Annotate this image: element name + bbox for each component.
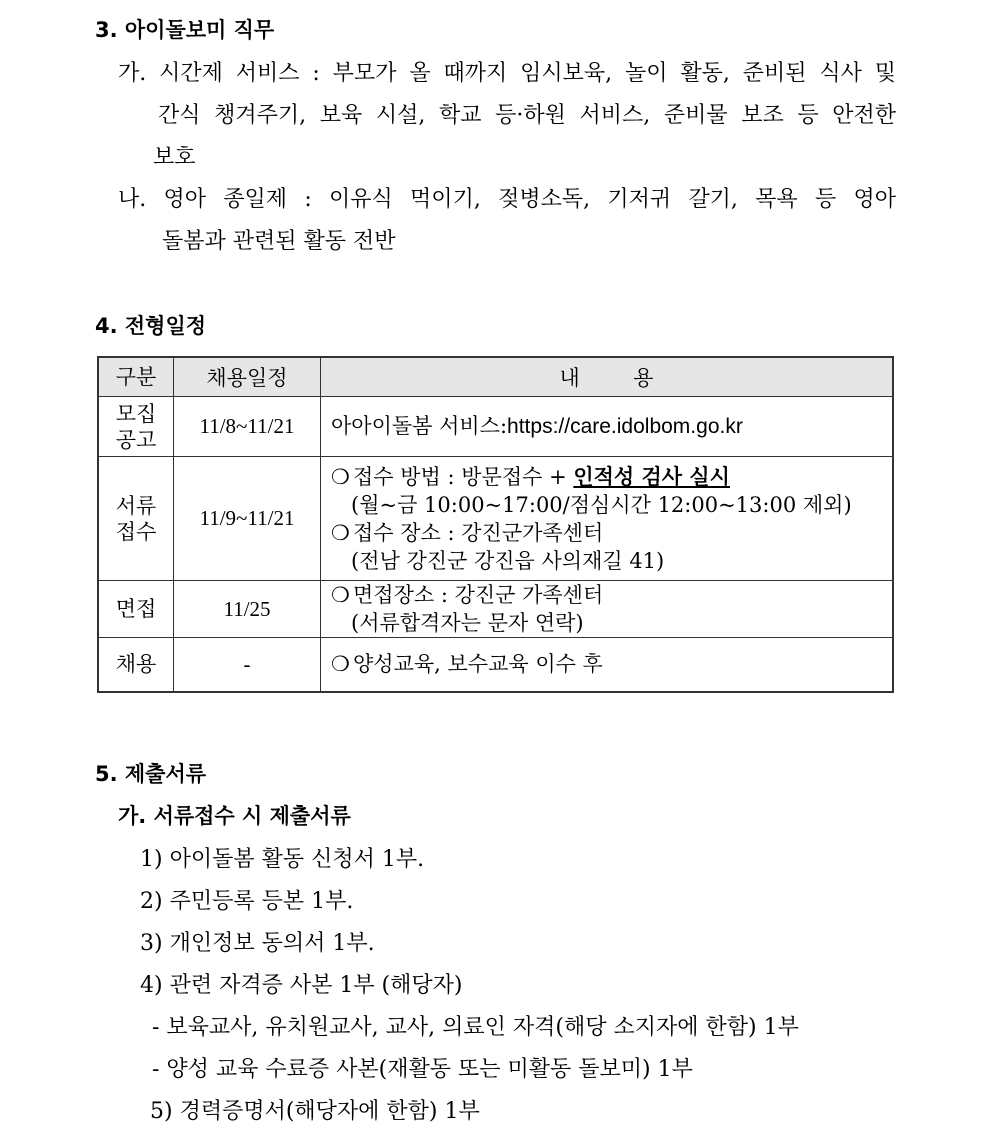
col-header-content: 내 용 — [321, 357, 894, 397]
list-item: 4) 관련 자격증 사본 1부 (해당자) — [140, 973, 463, 998]
duty-a-line1: 가. 시간제 서비스 : 부모가 올 때까지 임시보육, 놀이 활동, 준비된 식사 및 — [118, 61, 896, 86]
bullet-circle-icon: ❍ — [331, 520, 350, 545]
section-5-title: 5. 제출서류 — [95, 762, 207, 786]
content-line: 접수 방법 : 방문접수 + — [353, 464, 574, 489]
content-line: (전남 강진군 강진읍 사의재길 41) — [351, 548, 665, 573]
list-item: - 양성 교육 수료증 사본(재활동 또는 미활동 돌보미) 1부 — [152, 1057, 693, 1082]
row-content — [321, 397, 894, 457]
content-line: 접수 장소 : 강진군가족센터 — [353, 520, 604, 545]
row-date: 11/9~11/21 — [174, 457, 321, 581]
row-date: 11/8~11/21 — [174, 397, 321, 457]
section-5-subtitle: 가. 서류접수 시 제출서류 — [118, 804, 351, 828]
col-header-schedule: 채용일정 — [174, 357, 321, 397]
bullet-circle-icon: ❍ — [331, 652, 350, 677]
duty-a-line2: 간식 챙겨주기, 보육 시설, 학교 등·하원 서비스, 준비물 보조 등 안전한 — [158, 103, 896, 128]
row-content — [321, 581, 894, 638]
bullet-circle-icon: ❍ — [331, 583, 350, 607]
content-line: 양성교육, 보수교육 이수 후 — [353, 652, 603, 677]
service-prefix: 아아이돌봄 서비스: — [331, 414, 508, 438]
table-header-row — [98, 357, 893, 397]
content-line: 면접장소 : 강진군 가족센터 — [353, 583, 604, 607]
list-item: 5) 경력증명서(해당자에 한함) 1부 — [150, 1099, 480, 1124]
list-item: 3) 개인정보 동의서 1부. — [140, 931, 375, 956]
row-content — [321, 638, 894, 692]
list-item: - 보육교사, 유치원교사, 교사, 의료인 자격(해당 소지자에 한함) 1부 — [152, 1015, 799, 1040]
row-label — [98, 397, 174, 457]
duty-b-line2: 돌봄과 관련된 활동 전반 — [162, 229, 396, 254]
emphasis-text: 인적성 검사 실시 — [573, 463, 730, 489]
row-label: 면접 — [98, 581, 174, 638]
content-line: (서류합격자는 문자 연락) — [351, 611, 584, 635]
table-row — [98, 457, 893, 581]
row-label-line: 공고 — [115, 427, 157, 452]
section-3-title: 3. 아이돌보미 직무 — [95, 18, 275, 42]
row-label-line: 서류 — [115, 493, 157, 518]
content-line: (월~금 10:00~17:00/점심시간 12:00~13:00 제외) — [351, 492, 852, 517]
row-date: 11/25 — [174, 581, 321, 638]
row-label: 채용 — [98, 638, 174, 692]
schedule-table — [97, 356, 894, 693]
row-date: - — [174, 638, 321, 692]
duty-b-line1: 나. 영아 종일제 : 이유식 먹이기, 젖병소독, 기저귀 갈기, 목욕 등 영아 — [118, 187, 896, 212]
table-row — [98, 581, 893, 638]
row-label — [98, 457, 174, 581]
list-item: 2) 주민등록 등본 1부. — [140, 889, 354, 914]
list-item: 1) 아이돌봄 활동 신청서 1부. — [140, 847, 425, 872]
row-label-line: 모집 — [115, 401, 157, 426]
col-header-category: 구분 — [98, 357, 174, 397]
row-content — [321, 457, 894, 581]
service-url-link[interactable]: https://care.idolbom.go.kr — [507, 415, 743, 438]
section-4-title: 4. 전형일정 — [95, 314, 207, 338]
row-label-line: 접수 — [115, 519, 157, 544]
table-row — [98, 397, 893, 457]
duty-a-line3: 보호 — [153, 145, 196, 170]
bullet-circle-icon: ❍ — [331, 464, 350, 489]
table-row — [98, 638, 893, 692]
